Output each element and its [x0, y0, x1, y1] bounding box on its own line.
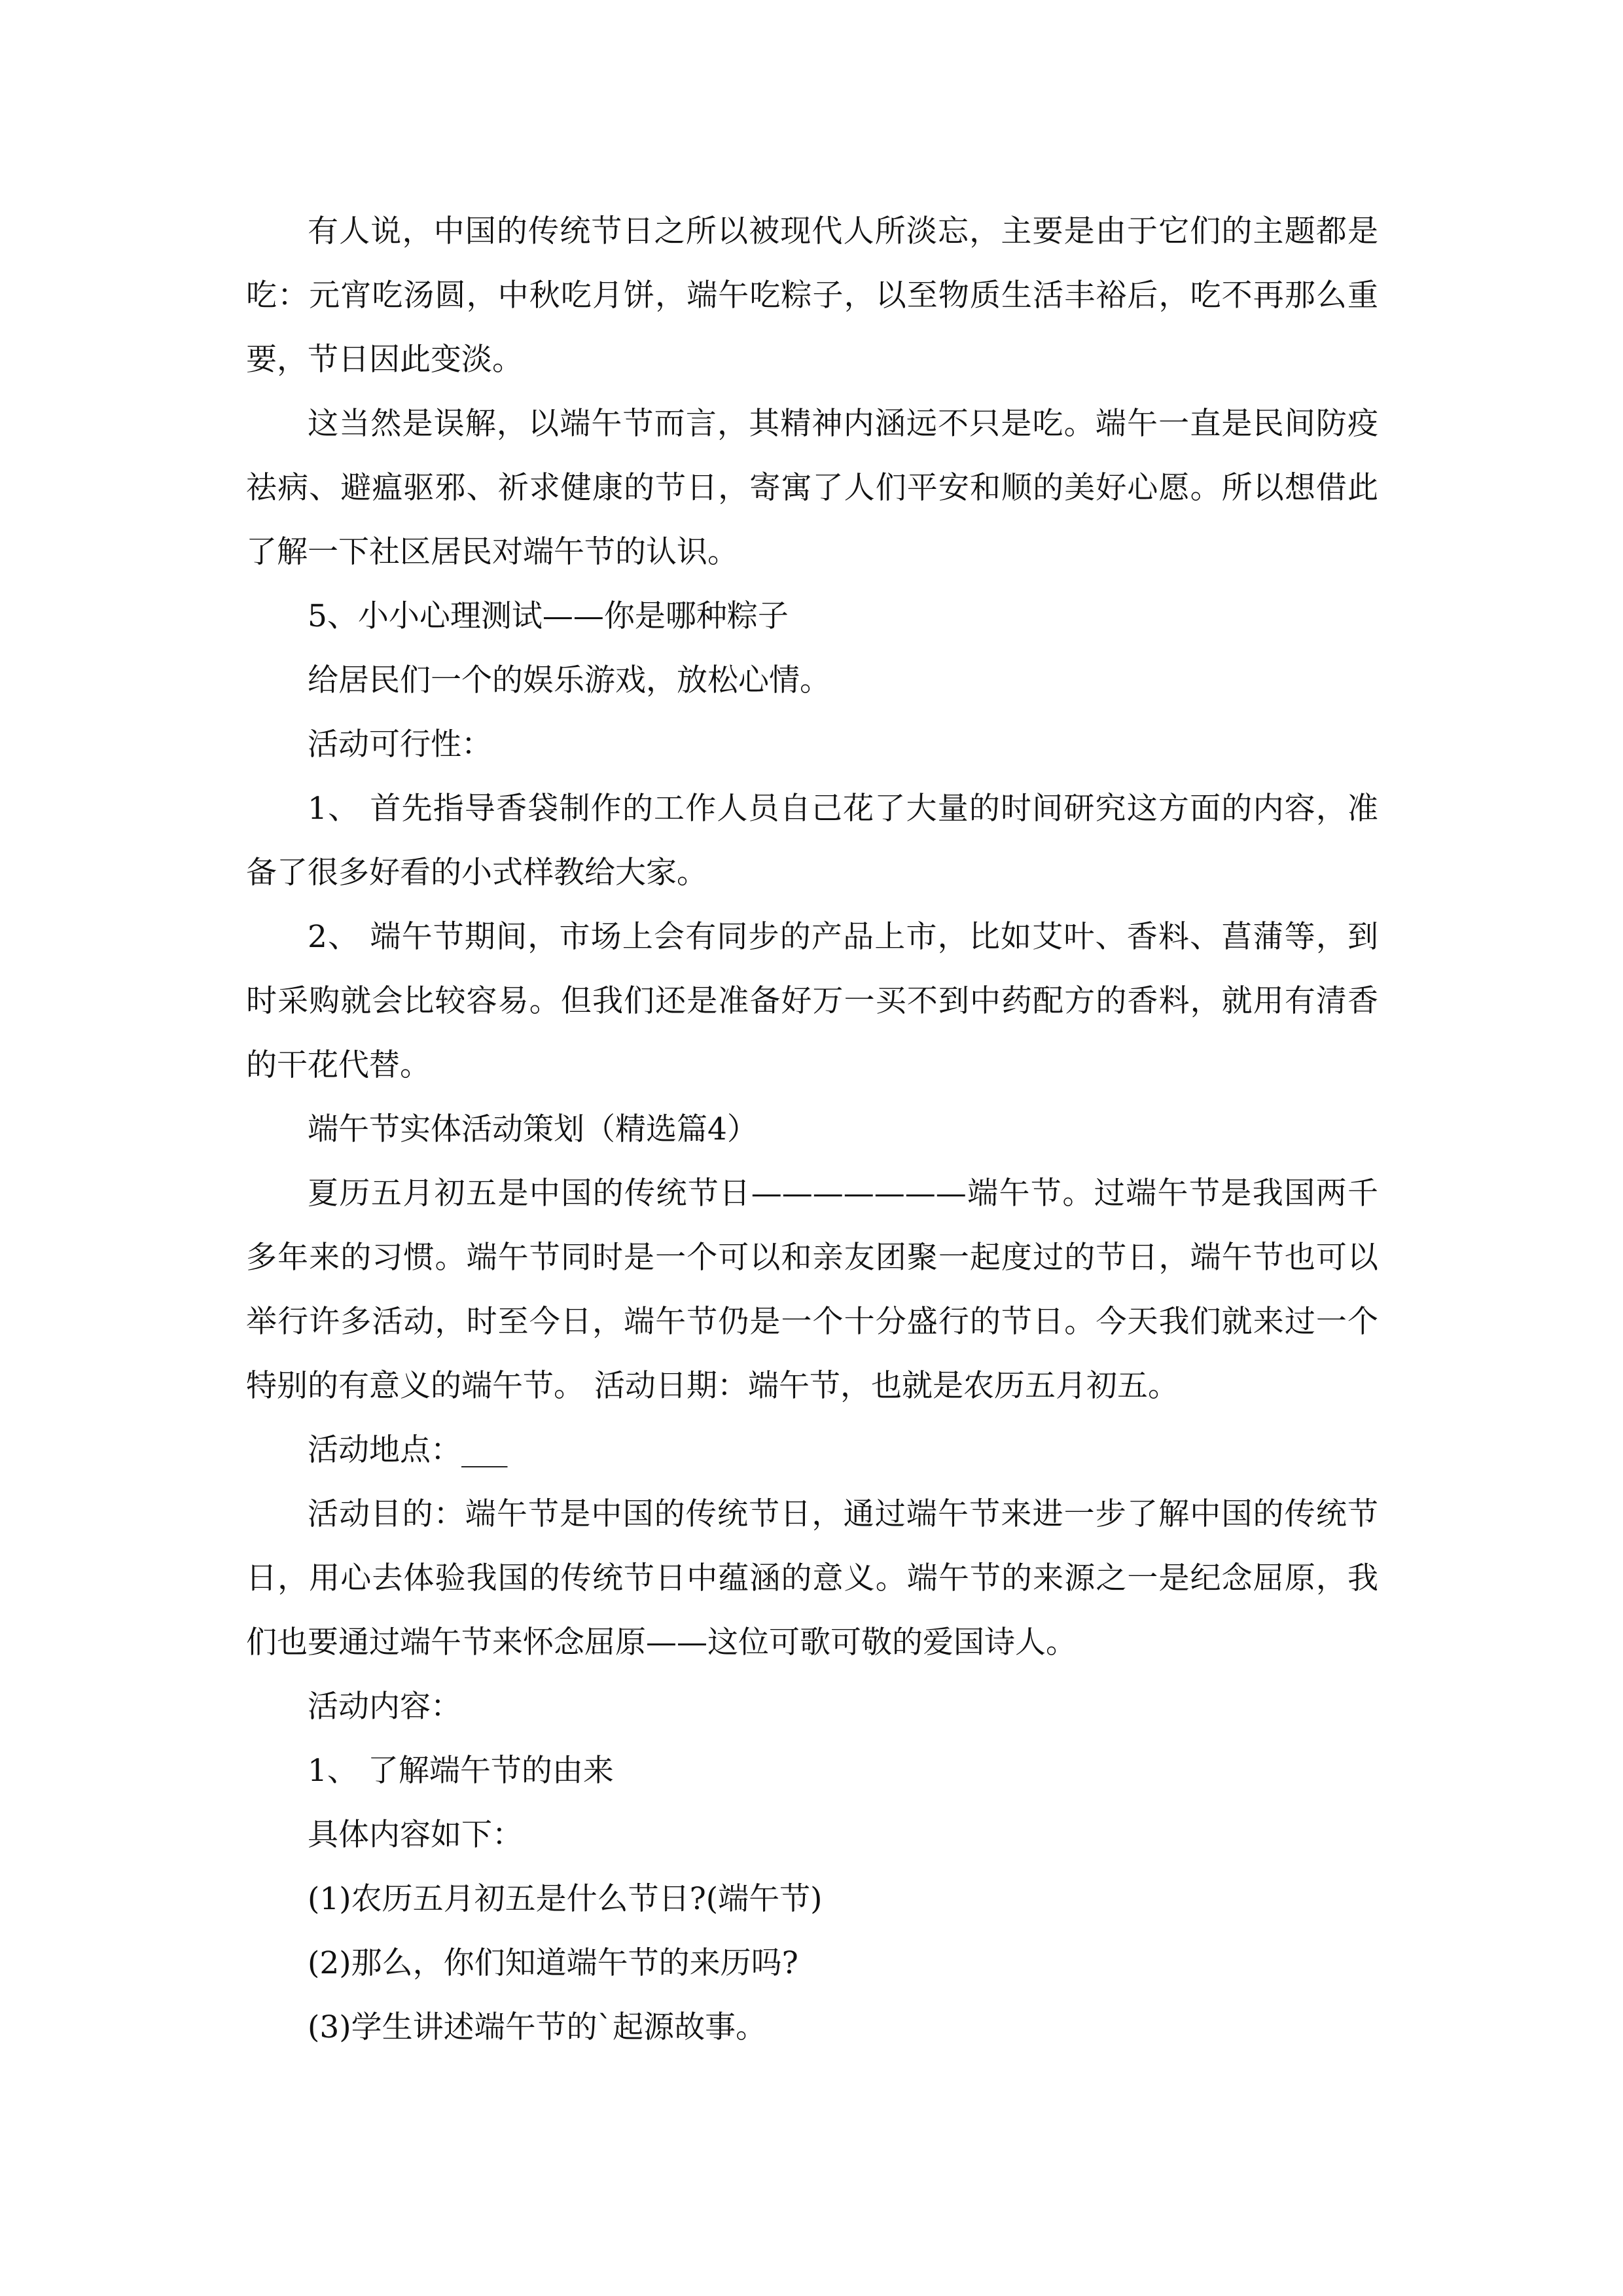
- section-title: 端午节实体活动策划（精选篇4）: [308, 1111, 758, 1147]
- heading-feasibility: 活动可行性：: [308, 726, 492, 762]
- paragraph-feasibility-1: 1、 首先指导香袋制作的工作人员自己花了大量的时间研究这方面的内容，准备了很多好看的小式样教给大家。: [246, 791, 1378, 891]
- paragraph-traditional-festivals: 有人说，中国的传统节日之所以被现代人所淡忘，主要是由于它们的主题都是吃：元宵吃汤圆，中秋吃月饼，端午吃粽子，以至物质生活丰裕后，吃不再那么重要，节日因此变淡。: [246, 213, 1378, 378]
- question-1: (1)农历五月初五是什么节日?(端午节): [308, 1881, 823, 1917]
- paragraph-misunderstanding: 这当然是误解，以端午节而言，其精神内涵远不只是吃。端午一直是民间防疫祛病、避瘟驱邪、祈求健康的节日，寄寓了人们平安和顺的美好心愿。所以想借此了解一下社区居民对端午节的认识。: [246, 406, 1378, 570]
- document-body: [246, 200, 1378, 2060]
- paragraph-introduction: 夏历五月初五是中国的传统节日———————端午节。过端午节是我国两千多年来的习惯。端午节同时是一个可以和亲友团聚一起度过的节日，端午节也可以举行许多活动，时至今日，端午节仍是一个十分盛行的节日。今天我们就来过一个特别的有意义的端午节。 活动日期：端午节，也就是农历五月初五。: [246, 1175, 1378, 1404]
- paragraph-details: 具体内容如下：: [308, 1817, 523, 1853]
- paragraph-psych-test: 5、小小心理测试——你是哪种粽子: [308, 598, 789, 634]
- paragraph-feasibility-2: 2、 端午节期间，市场上会有同步的产品上市，比如艾叶、香料、菖蒲等，到时采购就会比较容易。但我们还是准备好万一买不到中药配方的香料，就用有清香的干花代替。: [246, 919, 1378, 1083]
- paragraph-location: 活动地点：___: [308, 1432, 508, 1468]
- paragraph-purpose: 活动目的：端午节是中国的传统节日，通过端午节来进一步了解中国的传统节日，用心去体验我国的传统节日中蕴涵的意义。端午节的来源之一是纪念屈原，我们也要通过端午节来怀念屈原——这位可歌可敬的爱国诗人。: [246, 1496, 1378, 1660]
- list-item-origin: 1、 了解端午节的由来: [308, 1753, 614, 1789]
- question-2: (2)那么，你们知道端午节的来历吗?: [308, 1945, 798, 1981]
- paragraph-entertainment: 给居民们一个的娱乐游戏，放松心情。: [308, 662, 830, 698]
- heading-activity-content: 活动内容：: [308, 1689, 461, 1725]
- question-3: (3)学生讲述端午节的`起源故事。: [308, 2009, 767, 2045]
